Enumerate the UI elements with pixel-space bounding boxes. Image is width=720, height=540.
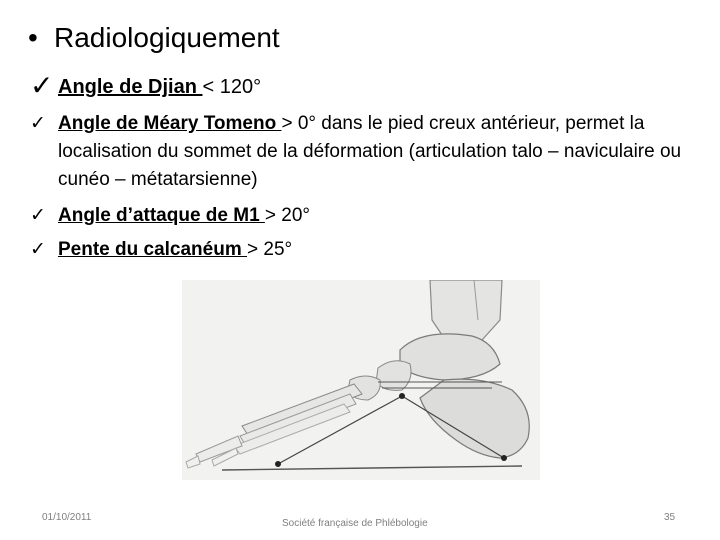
item-label: Pente du calcanéum [58, 239, 248, 260]
item-text: > 20° [264, 205, 311, 226]
checkmark-icon: ✓ [30, 205, 46, 226]
item-label: Angle de Méary Tomeno [58, 113, 282, 134]
footer-date: 01/10/2011 [42, 512, 92, 523]
heading-text: Radiologiquement [54, 22, 280, 53]
footer-organization: Société française de Phlébologie [282, 518, 428, 529]
item-text: < 120° [202, 76, 262, 98]
list-item [30, 72, 690, 102]
bullet-icon: • [28, 22, 38, 53]
page-number: 35 [664, 512, 676, 523]
checkmark-icon: ✓ [30, 70, 54, 101]
checkmark-icon: ✓ [30, 113, 46, 134]
list-item [30, 110, 690, 194]
foot-xray-illustration [182, 280, 540, 480]
checkmark-icon: ✓ [30, 239, 46, 260]
item-text: > 0° dans le pied creux antérieur, permet la localisation du sommet de la déformation (articulation talo – naviculaire ou cunéo – métatarsienne) [58, 113, 682, 190]
list-item [30, 236, 690, 264]
item-label: Angle de Djian [58, 76, 203, 98]
slide-heading [28, 20, 280, 56]
foot-skeleton-drawing [182, 280, 540, 480]
list-item [30, 202, 690, 230]
item-text: > 25° [247, 239, 293, 260]
item-label: Angle d’attaque de M1 [58, 205, 265, 226]
